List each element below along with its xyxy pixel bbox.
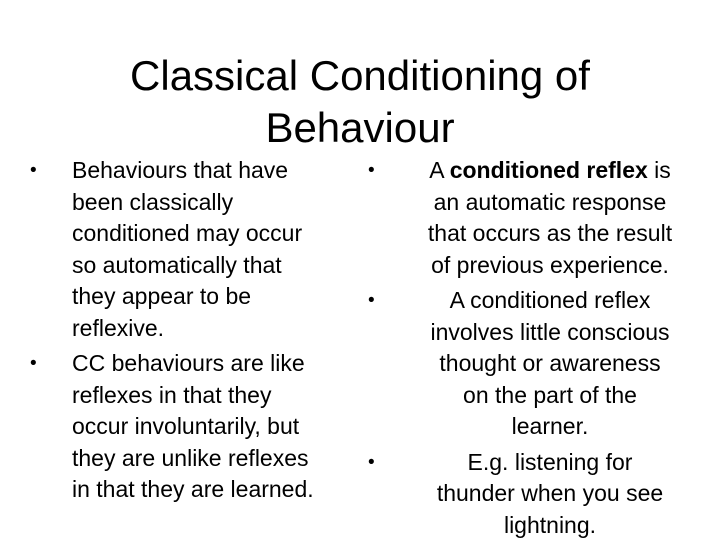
bullet-line: of previous experience. bbox=[431, 251, 669, 278]
bullet-item bbox=[30, 155, 350, 344]
bullet-line: occur involuntarily, but bbox=[72, 413, 300, 439]
slide-title-line-2: Behaviour bbox=[265, 104, 455, 151]
bullet-line: CC behaviours are like bbox=[72, 350, 305, 376]
bullet-item bbox=[368, 285, 690, 443]
bullet-line: that occurs as the result bbox=[427, 220, 673, 246]
bullet-line: they appear to be bbox=[72, 283, 252, 309]
bullet-line: conditioned may occur bbox=[72, 220, 303, 246]
right-bullet-list bbox=[368, 155, 690, 545]
slide-title-line-1: Classical Conditioning of bbox=[130, 52, 590, 99]
bullet-line: an automatic response bbox=[433, 188, 667, 215]
bullet-line: involves little conscious bbox=[430, 318, 670, 345]
bullet-icon: • bbox=[368, 451, 375, 473]
bullet-icon: • bbox=[368, 290, 375, 311]
bullet-line: Behaviours that have bbox=[72, 157, 289, 183]
bullet-icon: • bbox=[30, 160, 37, 181]
bullet-icon: • bbox=[368, 160, 375, 181]
bullet-line-first bbox=[410, 155, 690, 187]
bullet-icon: • bbox=[30, 353, 37, 374]
bullet-item bbox=[368, 447, 690, 542]
slide-title bbox=[40, 50, 680, 154]
text-run: is bbox=[647, 157, 671, 183]
bullet-line: reflexes in that they bbox=[72, 381, 272, 408]
left-bullet-list bbox=[30, 155, 350, 510]
bullet-line: been classically bbox=[72, 188, 234, 215]
bold-term: conditioned reflex bbox=[449, 157, 648, 183]
bullet-line: thought or awareness bbox=[439, 350, 661, 376]
bullet-line: E.g. listening for bbox=[467, 448, 633, 475]
bullet-line: reflexive. bbox=[72, 314, 165, 341]
bullet-line: so automatically that bbox=[72, 251, 282, 278]
bullet-line: thunder when you see bbox=[436, 480, 664, 506]
bullet-line: in that they are learned. bbox=[72, 476, 314, 502]
bullet-line: learner. bbox=[511, 413, 589, 439]
bullet-line: lightning. bbox=[503, 511, 597, 538]
bullet-line: A conditioned reflex bbox=[449, 287, 651, 313]
bullet-line: on the part of the bbox=[463, 381, 637, 408]
text-run: A bbox=[429, 157, 450, 183]
bullet-line: they are unlike reflexes bbox=[72, 444, 309, 471]
bullet-item bbox=[30, 348, 350, 506]
bullet-item bbox=[368, 155, 690, 281]
